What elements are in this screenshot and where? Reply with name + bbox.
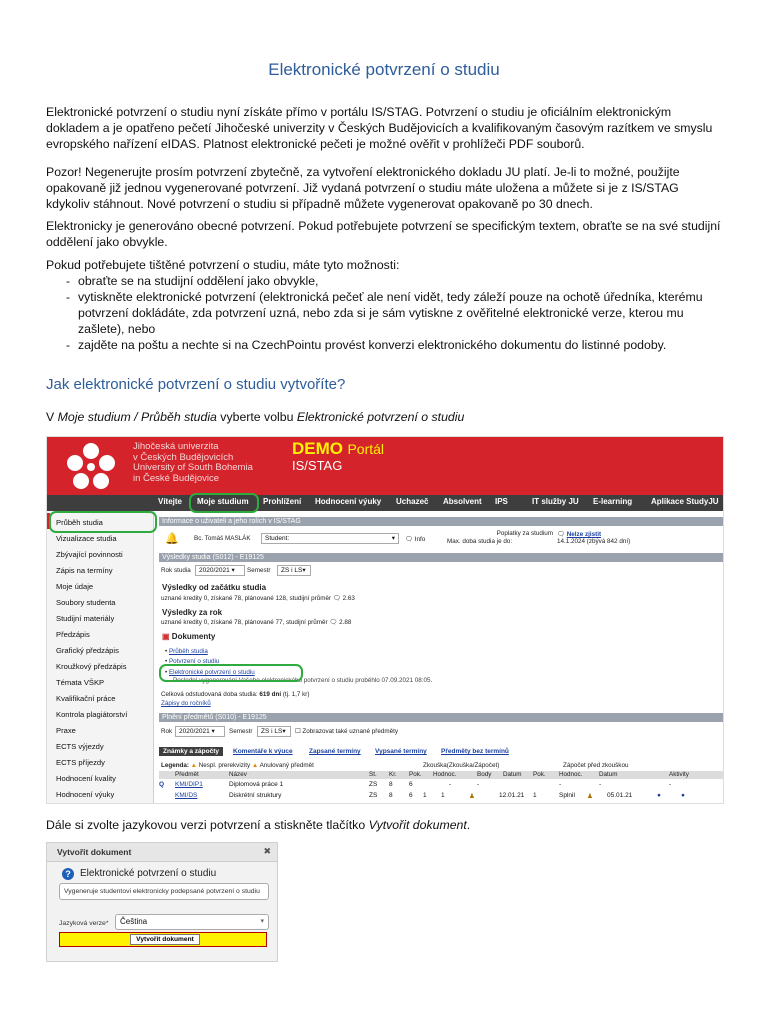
sidebar-item-zbyvajici[interactable]: Zbývající povinnosti (56, 550, 123, 559)
user-icon: ♟ (469, 793, 475, 800)
create-document-button[interactable]: Vytvořit dokument (130, 934, 200, 945)
dialog-title: Vytvořit dokument (57, 847, 132, 857)
portal-screenshot (46, 436, 724, 804)
cell: 6 (409, 792, 413, 799)
table-row (159, 781, 723, 790)
doc-link-potvrzeni[interactable]: • Potvrzení o studiu (165, 658, 220, 665)
pdf-icon: ▣ (162, 632, 170, 641)
info-link[interactable]: 🗨 Info (405, 536, 426, 543)
credit-group: Zápočet před zkouškou (563, 762, 629, 769)
year-select[interactable] (195, 565, 245, 576)
by-year-link[interactable] (161, 700, 211, 707)
fees-link[interactable]: 🗨 Nelze zjistit (557, 531, 602, 538)
cell: ZS (369, 781, 378, 788)
instr-prefix: V (46, 410, 58, 424)
col-header: Aktivity (669, 771, 689, 778)
instr3-suffix: . (466, 818, 471, 832)
max-label: Max. doba studia je do: (447, 538, 513, 545)
doc-link-prubeh[interactable]: • Průběh studia (165, 648, 208, 655)
plan-year-value: 2020/2021 (179, 728, 210, 735)
since-start-avg: 2.63 (342, 595, 355, 602)
menu-item-absolvent[interactable]: Absolvent (443, 497, 482, 506)
results-bar: Výsledky studia (S012) - E19125 (159, 553, 723, 562)
doc-link-text: Potvrzení o studiu (168, 658, 220, 665)
duration-line (161, 691, 309, 698)
per-year-heading: Výsledky za rok (162, 608, 223, 617)
close-icon[interactable]: ✖ (263, 846, 271, 856)
sidebar-item-prubeh-studia[interactable]: Průběh studia (56, 518, 103, 527)
instr3-prefix: Dále si zvolte jazykovou verzi potvrzení a stiskněte tlačítko (46, 818, 369, 832)
student-select[interactable] (261, 533, 399, 544)
sem-select[interactable] (277, 565, 311, 576)
language-instruction (46, 818, 470, 832)
user-icon: ♟ (587, 793, 593, 800)
menu-item-uchazec[interactable]: Uchazeč (396, 497, 429, 506)
main-menu (47, 495, 723, 511)
dialog-description: Vygeneruje studentovi elektronicky podepsané potvrzení o studiu (59, 883, 269, 900)
uni-line: in České Budějovice (133, 472, 220, 484)
cell: - (599, 781, 602, 788)
cell: - (669, 781, 672, 788)
tab-zapsane[interactable]: Zapsané termíny (309, 748, 361, 755)
sem-label: Semestr (247, 567, 271, 574)
portal-label: Portál (347, 441, 385, 457)
info-bar: Informace o uživateli a jeho rolích v IS/STAG (159, 517, 723, 526)
highlight-elektronicke (159, 664, 303, 682)
since-start-heading: Výsledky od začátku studia (162, 583, 267, 592)
col-header: Datum (599, 771, 618, 778)
info-label: Info (414, 536, 426, 543)
list-item: - zajděte na poštu a nechte si na CzechPointu provést konverzi elektronického dokumentu do listinné podoby. (46, 337, 722, 353)
sidebar-item-kvalifikacni[interactable]: Kvalifikační práce (56, 694, 116, 703)
cell: 6 (409, 781, 413, 788)
instr3-button: Vytvořit dokument (368, 818, 467, 832)
generic-paragraph: Elektronicky je generováno obecné potvrzení. Pokud potřebujete potvrzení se specifickým textem, obraťte se na své studijní oddělení jako obvykle. (46, 219, 721, 249)
last-generated: Poslední vygenerování Vašeho elektronického potvrzení o studiu proběhlo 07.09.2021 08:05. (173, 677, 433, 684)
cell: 1 (423, 792, 427, 799)
year-label: Rok studia (161, 567, 191, 574)
plan-sem-value: ZS i LS (261, 728, 283, 735)
sidebar-item-materialy[interactable]: Studijní materiály (56, 614, 115, 623)
highlight-prubeh-studia (49, 511, 157, 533)
warning-paragraph: Pozor! Negenerujte prosím potvrzení zbytečně, za vytvoření elektronického dokladu JU platí. Je-li to možné, použijte opakovaně již jednou vygenerované potvrzení. Již vydaná potvrzení o studiu máte uložena a můžete si je z IS/STAG kdykoliv stáhnout. Nové potvrzení o studiu si případně můžete vygenerovat opakovaně po 30 dnech. (46, 165, 680, 211)
duration-extra: (tj. 1,7 kr) (282, 691, 310, 698)
options-intro: Pokud potřebujete tištěné potvrzení o studiu, máte tyto možnosti: (46, 258, 400, 272)
doc-link-text: Průběh studia (168, 648, 208, 655)
plan-year-select[interactable] (175, 726, 225, 737)
chevron-down-icon: ▾ (260, 918, 264, 925)
sidebar-item-hodnoceni-vyuky[interactable]: Hodnocení výuky (56, 790, 115, 799)
col-header: Předmět (175, 771, 199, 778)
fees-label: Poplatky za studium (496, 530, 553, 537)
subject-link[interactable]: KMI/DS (175, 792, 198, 799)
highlight-create (59, 932, 267, 947)
cell: 12.01.21 (499, 792, 525, 799)
legend-label: Legenda: (161, 762, 189, 769)
col-header: Datum (503, 771, 522, 778)
table-row (159, 792, 723, 801)
plan-year-label: Rok (161, 728, 173, 735)
chevron-down-icon: ▾ (302, 567, 306, 574)
cell: - (559, 781, 562, 788)
sidebar-item-udaje[interactable]: Moje údaje (56, 582, 94, 591)
language-label: Jazyková verze* (59, 920, 109, 927)
plan-tabs (159, 747, 723, 759)
plan-sem-label: Semestr (229, 728, 253, 735)
exam-group: Zkouška(Zkouška/Zápočet) (423, 762, 500, 769)
fees-link-text: Nelze zjistit (566, 531, 602, 538)
sidebar-item-ects-vyjezdy[interactable]: ECTS výjezdy (56, 742, 104, 751)
cell: - (477, 781, 480, 788)
per-year-text: uznané kredity 0, získané 78, plánované 77, studijní průměr (161, 619, 328, 626)
language-value: Čeština (120, 917, 148, 926)
col-header: Pok. (409, 771, 422, 778)
col-header: Název (229, 771, 247, 778)
col-header: Kr. (389, 771, 397, 778)
list-item: - vytiskněte elektronické potvrzení (elektronická pečeť ale není vidět, tedy záleží pouze na ochotě úředníka, kterému potvrzení dokládáte, zda potvrzení uzná, nebo zda si je sám vytiskne z ověřitelné elektronické verze, kterou mu zašlete), nebo (46, 289, 722, 337)
portal-title (292, 441, 384, 474)
instr-mid: vyberte volbu (216, 410, 297, 424)
per-year-avg: 2.88 (339, 619, 352, 626)
sem-value: ZS i LS (281, 567, 303, 574)
sidebar-item-temata[interactable]: Témata VŠKP (56, 678, 105, 687)
menu-item-ips[interactable]: IPS (495, 497, 508, 506)
university-name (133, 442, 253, 484)
menu-item-elearning[interactable]: E-learning (593, 497, 633, 506)
show-recognized[interactable] (295, 728, 398, 735)
duration-label: Celková odstudovaná doba studia: (161, 691, 258, 698)
user-name: Bc. Tomáš MASLÁK (194, 535, 251, 542)
cell: 8 (389, 781, 393, 788)
prereq-icon: ▲ (190, 762, 197, 769)
help-icon[interactable]: ● (681, 792, 685, 799)
doc-link-elektronicke[interactable]: • Elektronické potvrzení o studiu (165, 669, 255, 676)
by-year-text: Zápisy do ročníků (161, 700, 211, 707)
cell: 1 (533, 792, 537, 799)
dialog-titlebar (47, 843, 277, 862)
language-select[interactable] (115, 914, 269, 930)
cell: ZS (369, 792, 378, 799)
chevron-down-icon: ▾ (231, 567, 235, 574)
legend-item: Nespl. prerekvizity (198, 762, 251, 769)
doc-link-text: Elektronické potvrzení o studiu (168, 669, 255, 676)
sidebar-item-predzapis[interactable]: Předzápis (56, 630, 90, 639)
uni-line: University of South Bohemia (133, 462, 253, 473)
cell: 1 (441, 792, 445, 799)
help-icon: ? (62, 868, 74, 880)
plan-bar: Plnění předmětů (S010) - E19125 (159, 713, 723, 722)
sidebar-item-vizualizace[interactable]: Vizualizace studia (56, 534, 117, 543)
sidebar-item-soubory[interactable]: Soubory studenta (56, 598, 116, 607)
since-start-line: uznané kredity 0, získané 78, plánované 128, studijní průměr 🗨 2.63 (161, 595, 355, 602)
sidebar-item-praxe[interactable]: Praxe (56, 726, 76, 735)
cell: Diplomová práce 1 (229, 781, 284, 788)
cell: 8 (389, 792, 393, 799)
chevron-down-icon: ▾ (211, 728, 215, 735)
search-icon[interactable]: Q (159, 781, 165, 788)
demo-label: DEMO (292, 439, 343, 458)
menu-item-prohlizeni[interactable]: Prohlížení (263, 497, 302, 506)
menu-item-vitejte[interactable]: Vítejte (158, 497, 183, 506)
dialog-heading: Elektronické potvrzení o studiu (80, 868, 217, 879)
tab-vypsane[interactable]: Vypsané termíny (375, 748, 427, 755)
info-icon[interactable]: ● (657, 792, 661, 799)
tab-znamky[interactable]: Známky a zápočty (159, 747, 223, 756)
cell: 05.01.21 (607, 792, 633, 799)
page-title: Elektronické potvrzení o studiu (268, 60, 500, 79)
per-year-line: uznané kredity 0, získané 78, plánované 77, studijní průměr 🗨 2.88 (161, 619, 352, 626)
max-value: 14.1.2024 (zbývá 842 dní) (557, 538, 631, 545)
sidebar-item-plagiatorstvi[interactable]: Kontrola plagiátorství (56, 710, 128, 719)
legend (161, 762, 314, 769)
cell: Diskrétní struktury (229, 792, 282, 799)
menu-item-hodnoceni-vyuky[interactable]: Hodnocení výuky (315, 497, 382, 506)
tab-komentare[interactable]: Komentáře k výuce (233, 748, 293, 755)
portal-main (159, 517, 723, 803)
tab-bez-terminu[interactable]: Předměty bez termínů (441, 748, 509, 755)
show-recognized-label: Zobrazovat také uznané předměty (302, 728, 398, 735)
warning-icon: ▲ (251, 762, 259, 769)
col-header: Pok. (533, 771, 546, 778)
menu-item-it-sluzby[interactable]: IT služby JU (532, 497, 579, 506)
sidebar (47, 511, 154, 803)
uni-line: v Českých Budějovicích (133, 451, 234, 463)
instruction-text (46, 409, 722, 425)
subject-link[interactable]: KMI/DIP1 (175, 781, 203, 788)
list-item: - obraťte se na studijní oddělení jako obvykle, (46, 273, 722, 289)
highlight-moje-studium (189, 493, 259, 513)
menu-item-aplikace[interactable]: Aplikace StudyJU (651, 497, 719, 506)
intro-paragraph: Elektronické potvrzení o studiu nyní získáte přímo v portálu IS/STAG. Potvrzení o studiu je oficiálním elektronickým dokladem a je opatřeno pečetí Jihočeské univerzity v Českých Budějovicích a kvalifikovaným časovým razítkem ve smyslu evropského nařízení eIDAS. Platnost elektronické pečeti je možné ověřit v prohlížeči PDF souborů. (46, 105, 713, 151)
sidebar-item-zapis[interactable]: Zápis na termíny (56, 566, 113, 575)
cell: Splnil (559, 792, 575, 799)
isstag-label: IS/STAG (292, 458, 343, 473)
sidebar-item-graficky[interactable]: Grafický předzápis (56, 646, 119, 655)
documents-heading (162, 632, 215, 641)
plan-sem-select[interactable] (257, 726, 291, 737)
cell: - (449, 781, 452, 788)
section-heading: Jak elektronické potvrzení o studiu vytvoříte? (46, 376, 346, 393)
sidebar-item-hodnoceni-kvality[interactable]: Hodnocení kvality (56, 774, 116, 783)
sidebar-item-ects-prijezdy[interactable]: ECTS příjezdy (56, 758, 105, 767)
portal-banner (47, 437, 723, 495)
chevron-down-icon: ▾ (391, 535, 395, 542)
since-start-text: uznané kredity 0, získané 78, plánované 128, studijní průměr (161, 595, 332, 602)
sidebar-item-krouzkovy[interactable]: Kroužkový předzápis (56, 662, 127, 671)
create-document-dialog (46, 842, 278, 962)
instr-item: Elektronické potvrzení o studiu (296, 410, 465, 424)
bell-icon[interactable]: 🔔 (165, 533, 179, 545)
options-list (46, 273, 722, 353)
checkbox[interactable]: ☐ (295, 728, 301, 735)
col-header: St. (369, 771, 377, 778)
col-header: Hodnoc. (433, 771, 457, 778)
legend-item: Anulovaný předmět (259, 762, 314, 769)
col-header: Hodnoc. (559, 771, 583, 778)
table-header (159, 771, 723, 779)
year-value: 2020/2021 (199, 567, 230, 574)
chevron-down-icon: ▾ (282, 728, 286, 735)
col-header: Body (477, 771, 492, 778)
documents-label: Dokumenty (171, 632, 216, 641)
student-label: Student: (265, 535, 290, 542)
duration-value: 619 dní (259, 691, 282, 698)
uni-line: Jihočeská univerzita (133, 441, 219, 452)
university-logo-icon (63, 441, 119, 491)
menu-item-moje-studium[interactable]: Moje studium (197, 497, 249, 506)
instr-path: Moje studium / Průběh studia (57, 410, 217, 424)
